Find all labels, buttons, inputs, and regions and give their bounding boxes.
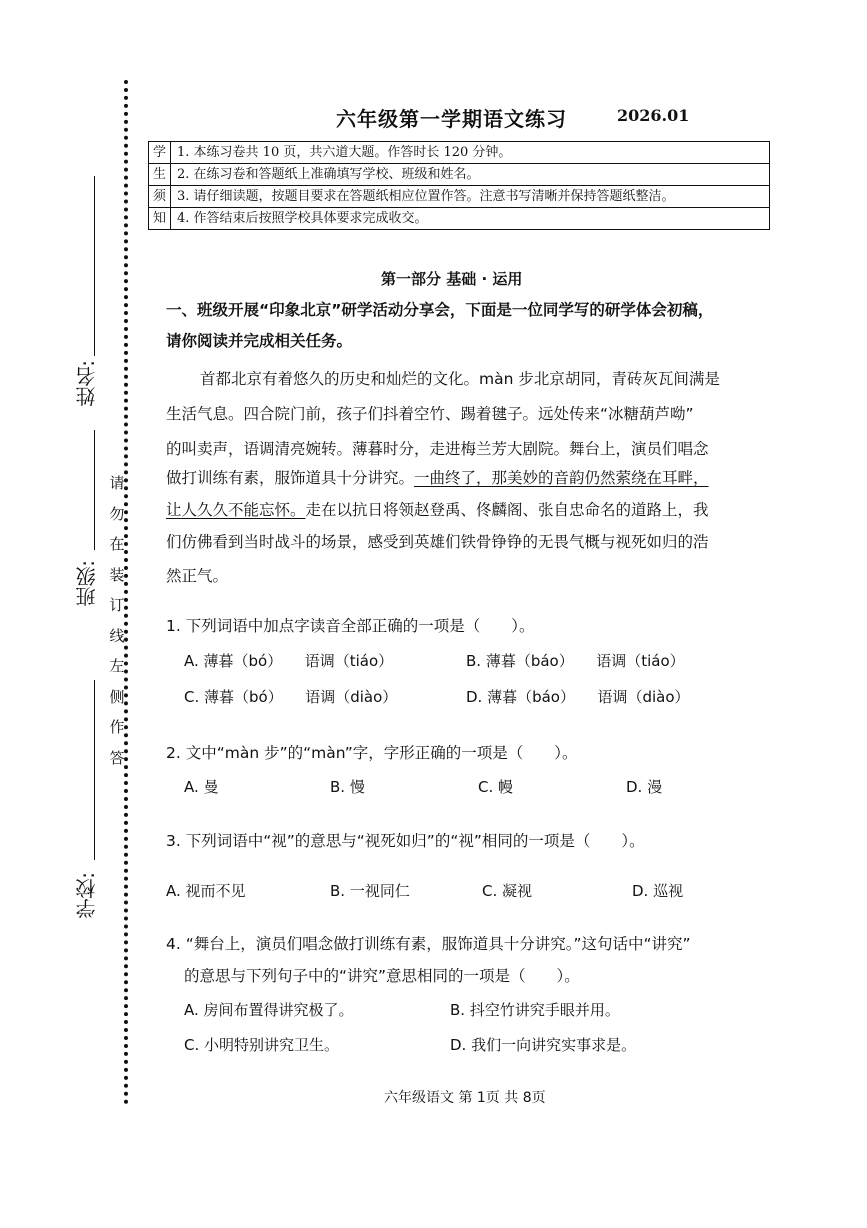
passage-line: 们仿佛看到当时战斗的场景，感受到英雄们铁骨铮铮的无畏气概与视死如归的浩 (166, 533, 709, 551)
question-4-stem: 4. “舞台上，演员们唱念做打训练有素，服饰道具十分讲究。”这句话中“讲究” (166, 935, 691, 953)
q2-option-c: C. 幔 (478, 778, 514, 796)
q4-option-d: D. 我们一向讲究实事求是。 (450, 1036, 637, 1054)
notice-side-char: 知 (149, 208, 171, 230)
notice-item: 1. 本练习卷共 10 页，共六道大题。作答时长 120 分钟。 (171, 142, 770, 164)
school-label: 学校: (75, 872, 99, 919)
q1-option-d: D. 薄暮（báo） 语调（diào） (466, 688, 690, 706)
q3-option-b: B. 一视同仁 (330, 882, 410, 900)
notice-item: 3. 请仔细读题，按题目要求在答题纸相应位置作答。注意书写清晰并保持答题纸整洁。 (171, 186, 770, 208)
q1-option-a: A. 薄暮（bó） 语调（tiáo） (184, 652, 394, 670)
page-title: 六年级第一学期语文练习 (336, 107, 567, 131)
notice-item: 2. 在练习卷和答题纸上准确填写学校、班级和姓名。 (171, 164, 770, 186)
passage-line: 然正气。 (166, 567, 229, 585)
school-underline (94, 680, 95, 860)
passage-line: 首都北京有着悠久的历史和灿烂的文化。màn 步北京胡同，青砖灰瓦间满是 (200, 370, 720, 388)
question-4-stem: 的意思与下列句子中的“讲究”意思相同的一项是（ ）。 (184, 967, 580, 985)
q4-option-c: C. 小明特别讲究卫生。 (184, 1036, 340, 1054)
q1-option-c: C. 薄暮（bó） 语调（diào） (184, 688, 398, 706)
q2-option-b: B. 慢 (330, 778, 365, 796)
page-footer: 六年级语文 第 1页 共 8页 (384, 1090, 546, 1106)
notice-side-char: 须 (149, 186, 171, 208)
q4-option-b: B. 抖空竹讲究手眼并用。 (450, 1001, 620, 1019)
underlined-sentence: 一曲终了，那美妙的音韵仍然萦绕在耳畔， (414, 469, 709, 487)
passage-line: 的叫卖声，语调清亮婉转。薄暮时分，走进梅兰芳大剧院。舞台上，演员们唱念 (166, 440, 709, 458)
name-underline (94, 176, 95, 356)
question-3-stem: 3. 下列词语中“视”的意思与“视死如归”的“视”相同的一项是（ ）。 (166, 832, 645, 850)
class-underline (94, 430, 95, 550)
question-2-stem: 2. 文中“màn 步”的“màn”字，字形正确的一项是（ ）。 (166, 744, 578, 762)
q3-option-c: C. 凝视 (482, 882, 533, 900)
notice-side-char: 生 (149, 164, 171, 186)
passage-line: 做打训练有素，服饰道具十分讲究。一曲终了，那美妙的音韵仍然萦绕在耳畔， (166, 469, 709, 487)
class-label: 班级: (75, 560, 99, 607)
underlined-sentence: 让人久久不能忘怀。 (166, 501, 306, 519)
passage-line: 生活气息。四合院门前，孩子们抖着空竹、踢着毽子。远处传来“冰糖葫芦呦” (166, 405, 694, 423)
q3-option-a: A. 视而不见 (166, 882, 246, 900)
q3-option-d: D. 巡视 (632, 882, 684, 900)
q4-option-a: A. 房间布置得讲究极了。 (184, 1001, 354, 1019)
passage-line: 让人久久不能忘怀。走在以抗日将领赵登禹、佟麟阁、张自忠命名的道路上，我 (166, 501, 709, 519)
section-title: 第一部分 基础 · 运用 (381, 270, 523, 288)
q1-option-b: B. 薄暮（báo） 语调（tiáo） (466, 652, 685, 670)
name-label: 姓名: (75, 360, 99, 407)
q2-option-a: A. 曼 (184, 778, 219, 796)
question-1-stem: 1. 下列词语中加点字读音全部正确的一项是（ ）。 (166, 617, 535, 635)
q2-option-d: D. 漫 (626, 778, 663, 796)
student-notice-box (148, 141, 770, 230)
intro-line: 一、班级开展“印象北京”研学活动分享会，下面是一位同学写的研学体会初稿， (166, 301, 714, 319)
binding-warning: 请 勿 在 装 订 线 左 侧 作 答 (109, 474, 125, 767)
intro-line: 请你阅读并完成相关任务。 (166, 332, 353, 350)
notice-item: 4. 作答结束后按照学校具体要求完成收交。 (171, 208, 770, 230)
notice-side-char: 学 (149, 142, 171, 164)
exam-date: 2026.01 (617, 106, 690, 125)
